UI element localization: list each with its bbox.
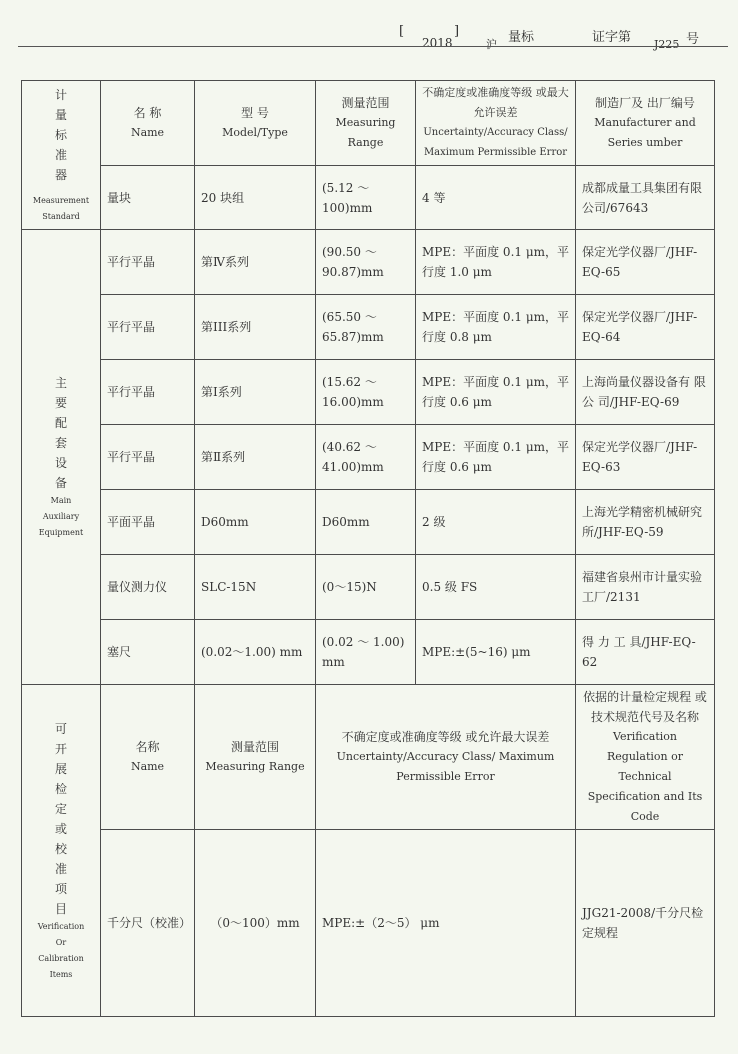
- table-row: [22, 360, 715, 425]
- table-row: [22, 230, 715, 295]
- label-en: Standard: [42, 212, 80, 221]
- items-header-row: [22, 685, 715, 830]
- cell-accuracy: 0.5 级 FS: [416, 555, 576, 620]
- label-char: 要: [54, 396, 67, 410]
- label-en: Or: [55, 937, 67, 947]
- cell-range: (15.62 ～ 16.00)mm: [316, 360, 416, 425]
- cell-accuracy: MPE：平面度 0.1 μm，平行度 1.0 μm: [416, 230, 576, 295]
- certificate-year: 2018: [422, 36, 453, 50]
- certificate-header: [0, 22, 738, 52]
- col-header-model: 型 号 Model/Type: [195, 81, 316, 166]
- cell-manufacturer: 福建省泉州市计量实验工厂/2131: [576, 555, 715, 620]
- label-char: 标: [54, 128, 67, 142]
- table-row: [22, 490, 715, 555]
- label-char: 准: [54, 861, 67, 876]
- cell-range: (0.02 ～ 1.00) mm: [316, 620, 416, 685]
- cell-model: 第Ⅱ系列: [195, 425, 316, 490]
- col-header-accuracy: 不确定度或准确度等级 或最大允许误差 Uncertainty/Accuracy Class/ Maximum Permissible Error: [416, 81, 576, 166]
- label-char: 开: [54, 741, 67, 756]
- col-header-name: 名 称 Name: [101, 81, 195, 166]
- header-rule: [18, 46, 728, 47]
- cell-manufacturer: 上海尚量仪器设备有 限 公 司/JHF-EQ-69: [576, 360, 715, 425]
- cell-name: 平面平晶: [101, 490, 195, 555]
- cell-name: 塞尺: [101, 620, 195, 685]
- cell-name: 量仪测力仪: [101, 555, 195, 620]
- cell-manufacturer: 保定光学仪器厂/JHF-EQ-63: [576, 425, 715, 490]
- label-char: 定: [54, 801, 67, 816]
- cell-range: (5.12 ～ 100)mm: [316, 166, 416, 230]
- cell-spec: JJG21-2008/千分尺检定规程: [576, 830, 715, 1017]
- label-char: 设: [54, 456, 67, 470]
- label-char: 套: [54, 436, 67, 450]
- label-en: Main: [50, 496, 72, 505]
- cell-range: D60mm: [316, 490, 416, 555]
- label-char: 展: [54, 761, 67, 776]
- label-char: 主: [54, 376, 67, 390]
- label-en: Auxiliary: [42, 512, 80, 521]
- region-label: 沪: [486, 38, 497, 51]
- bracket-open: [: [399, 24, 405, 39]
- label-char: 校: [54, 841, 67, 856]
- label-char: 备: [54, 476, 67, 490]
- cell-range: （0～100）mm: [195, 830, 316, 1017]
- certificate-number: J225: [654, 38, 680, 51]
- cell-model: 20 块组: [195, 166, 316, 230]
- items-col-header-name: 名称 Name: [101, 685, 195, 830]
- label-char: 可: [54, 721, 67, 736]
- label-en: Calibration: [38, 953, 84, 963]
- table-row: [22, 295, 715, 360]
- cell-range: (65.50 ～ 65.87)mm: [316, 295, 416, 360]
- items-col-header-range: 测量范围 Measuring Range: [195, 685, 316, 830]
- cell-accuracy: 2 级: [416, 490, 576, 555]
- label-en: Equipment: [38, 528, 84, 537]
- cell-name: 平行平晶: [101, 360, 195, 425]
- cell-name: 平行平晶: [101, 295, 195, 360]
- cell-model: 第III系列: [195, 295, 316, 360]
- cell-manufacturer: 得 力 工 具/JHF-EQ-62: [576, 620, 715, 685]
- standard-section-label: [22, 81, 101, 230]
- items-col-header-spec: 依据的计量检定规程 或技术规范代号及名称 Verification Regulation or Technical Specification and Its Code: [576, 685, 715, 830]
- label-en: Measurement: [32, 196, 90, 205]
- label-char: 检: [54, 781, 67, 796]
- col-header-range: 测量范围 Measuring Range: [316, 81, 416, 166]
- label-char: 量: [54, 108, 67, 122]
- cell-name: 量块: [101, 166, 195, 230]
- label-char: 准: [54, 148, 67, 162]
- number-suffix: 号: [686, 32, 700, 47]
- label-char: 或: [54, 821, 67, 836]
- cell-range: (40.62 ～ 41.00)mm: [316, 425, 416, 490]
- cell-range: (0～15)N: [316, 555, 416, 620]
- cell-model: (0.02～1.00) mm: [195, 620, 316, 685]
- standard-header-row: [22, 81, 715, 166]
- cell-accuracy: MPE：平面度 0.1 μm，平行度 0.6 μm: [416, 360, 576, 425]
- cell-manufacturer: 成都成量工具集团有限公司/67643: [576, 166, 715, 230]
- table-row: [22, 425, 715, 490]
- cell-name: 平行平晶: [101, 425, 195, 490]
- label-char: 项: [54, 881, 67, 896]
- table-row: [22, 620, 715, 685]
- bracket-close: ]: [454, 24, 460, 39]
- cell-accuracy: MPE:±(5~16) μm: [416, 620, 576, 685]
- items-col-header-accuracy: 不确定度或准确度等级 或允许最大误差 Uncertainty/Accuracy Class/ Maximum Permissible Error: [316, 685, 576, 830]
- label-char: 计: [54, 88, 67, 102]
- table-row: [22, 555, 715, 620]
- label-char: 配: [54, 416, 67, 430]
- cell-name: 平行平晶: [101, 230, 195, 295]
- standard-label: 量标: [508, 30, 535, 45]
- cell-accuracy: MPE:±（2～5） μm: [316, 830, 576, 1017]
- certificate-table: [21, 80, 715, 1017]
- cell-manufacturer: 保定光学仪器厂/JHF-EQ-64: [576, 295, 715, 360]
- table-row: [22, 830, 715, 1017]
- items-section-label: [22, 685, 101, 1017]
- label-en: Items: [49, 969, 73, 979]
- cell-model: D60mm: [195, 490, 316, 555]
- cell-model: 第Ⅰ系列: [195, 360, 316, 425]
- cell-model: 第Ⅳ系列: [195, 230, 316, 295]
- certificate-label: 证字第: [592, 30, 632, 45]
- cell-accuracy: MPE：平面度 0.1 μm，平行度 0.8 μm: [416, 295, 576, 360]
- label-en: Verification: [37, 921, 85, 931]
- label-char: 器: [54, 168, 67, 182]
- cell-model: SLC-15N: [195, 555, 316, 620]
- cell-name: 千分尺（校准）: [101, 830, 195, 1017]
- cell-manufacturer: 保定光学仪器厂/JHF-EQ-65: [576, 230, 715, 295]
- cell-accuracy: 4 等: [416, 166, 576, 230]
- table-row: [22, 166, 715, 230]
- col-header-manufacturer: 制造厂及 出厂编号 Manufacturer and Series umber: [576, 81, 715, 166]
- label-char: 目: [54, 901, 67, 916]
- cell-range: (90.50 ～ 90.87)mm: [316, 230, 416, 295]
- equipment-section-label: [22, 230, 101, 685]
- cell-accuracy: MPE：平面度 0.1 μm，平行度 0.6 μm: [416, 425, 576, 490]
- cell-manufacturer: 上海光学精密机械研究所/JHF-EQ-59: [576, 490, 715, 555]
